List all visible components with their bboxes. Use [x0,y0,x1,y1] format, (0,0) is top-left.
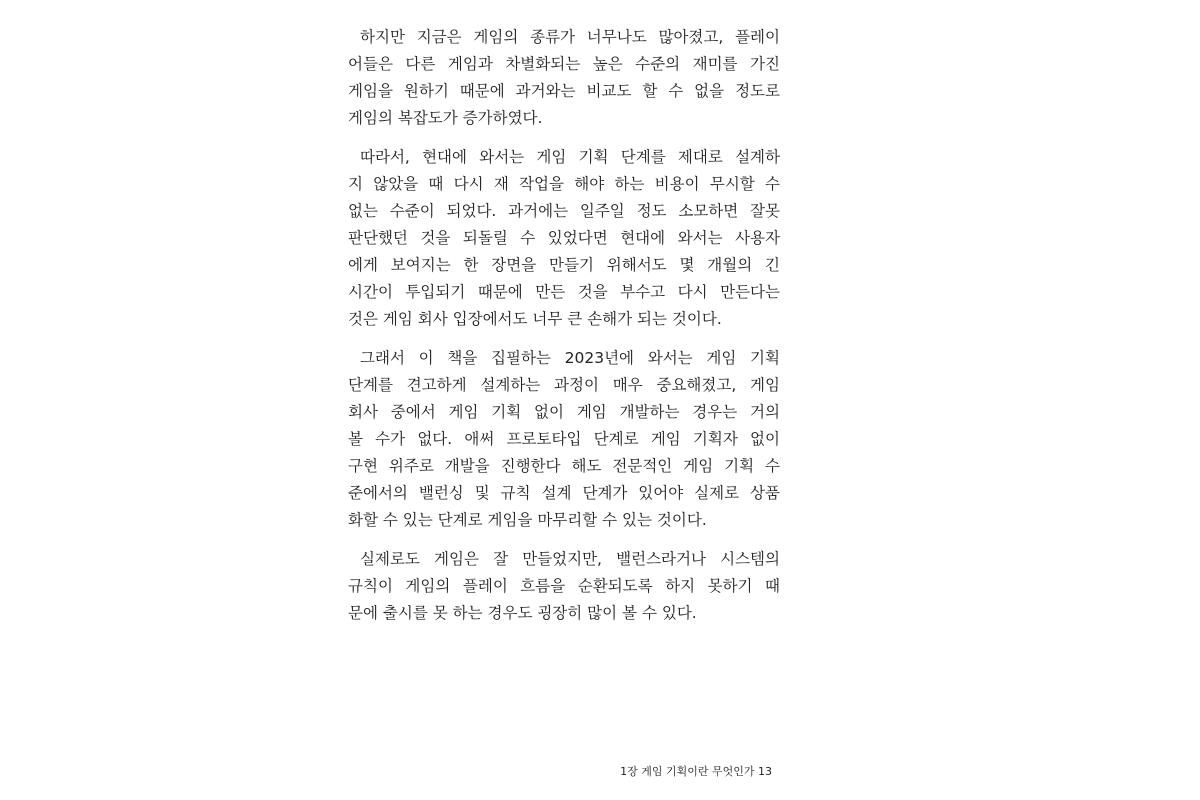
text-line: 하지만 지금은 게임의 종류가 너무나도 많아졌고, 플레이 [360,28,780,46]
text-line: 준에서의 밸런싱 및 규칙 설계 단계가 있어야 실제로 상품 [348,484,780,502]
page-body [348,24,780,639]
running-head-page-number: 1장 게임 기획이란 무엇인가 13 [620,765,772,778]
text-line: 지 않았을 때 다시 재 작업을 해야 하는 비용이 무시할 수 [348,175,780,193]
text-line: 없는 수준이 되었다. 과거에는 일주일 정도 소모하면 잘못 [348,202,780,220]
paragraph-3 [348,345,780,534]
text-line: 시간이 투입되기 때문에 만든 것을 부수고 다시 만든다는 [348,283,780,301]
text-line: 문에 출시를 못 하는 경우도 굉장히 많이 볼 수 있다. [348,604,697,622]
text-line: 판단했던 것을 되돌릴 수 있었다면 현대에 와서는 사용자 [348,229,780,247]
text-line: 따라서, 현대에 와서는 게임 기획 단계를 제대로 설계하 [360,148,780,166]
text-line: 화할 수 있는 단계로 게임을 마무리할 수 있는 것이다. [348,511,707,529]
text-line: 에게 보여지는 한 장면을 만들기 위해서도 몇 개월의 긴 [348,256,780,274]
text-line: 회사 중에서 게임 기획 없이 게임 개발하는 경우는 거의 [348,403,780,421]
text-line: 볼 수가 없다. 애써 프로토타입 단계로 게임 기획자 없이 [348,430,780,448]
text-line: 단계를 견고하게 설계하는 과정이 매우 중요해졌고, 게임 [348,376,780,394]
text-line: 실제로도 게임은 잘 만들었지만, 밸런스라거나 시스템의 [360,550,780,568]
paragraph-4 [348,546,780,627]
text-line: 어들은 다른 게임과 차별화되는 높은 수준의 재미를 가진 [348,55,780,73]
text-line: 그래서 이 책을 집필하는 2023년에 와서는 게임 기획 [360,349,780,367]
paragraph-2 [348,144,780,333]
text-line: 게임의 복잡도가 증가하였다. [348,109,543,127]
text-line: 규칙이 게임의 플레이 흐름을 순환되도록 하지 못하기 때 [348,577,780,595]
text-line: 게임을 원하기 때문에 과거와는 비교도 할 수 없을 정도로 [348,82,780,100]
text-line: 구현 위주로 개발을 진행한다 해도 전문적인 게임 기획 수 [348,457,780,475]
paragraph-1 [348,24,780,132]
text-line: 것은 게임 회사 입장에서도 너무 큰 손해가 되는 것이다. [348,310,722,328]
